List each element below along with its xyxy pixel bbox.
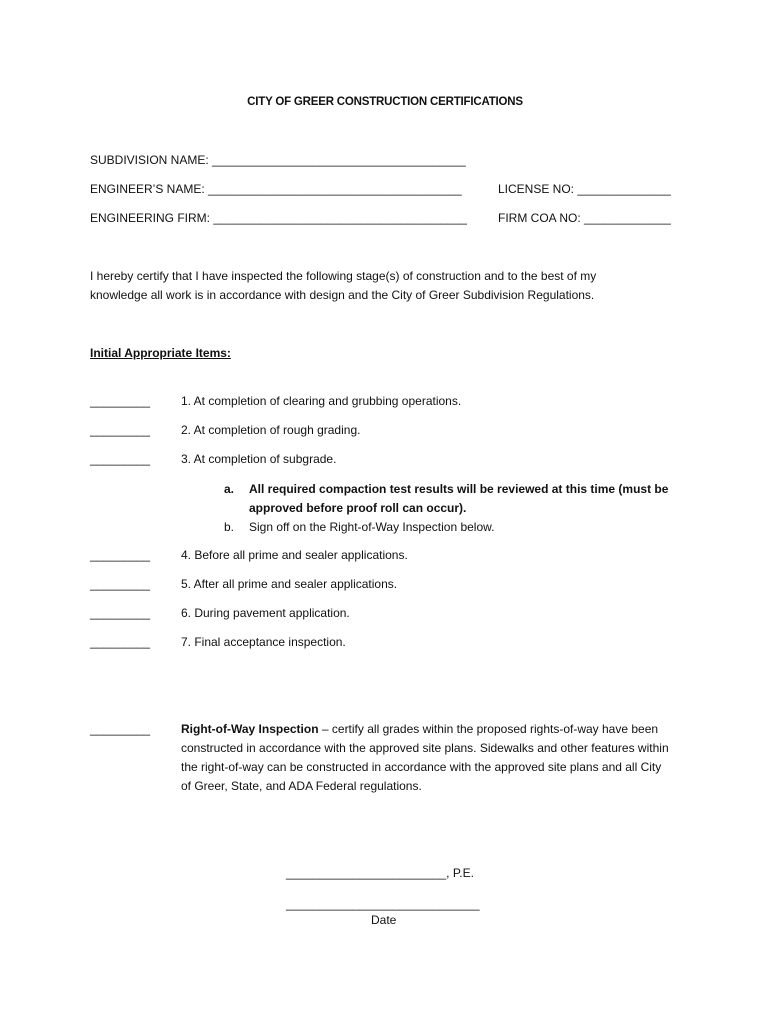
item-3: 3. At completion of subgrade. — [181, 452, 337, 466]
subitem-list — [224, 480, 684, 537]
engineer-name-field[interactable]: ENGINEER’S NAME: ______________________________________ — [90, 182, 462, 196]
subitem-a-text: All required compaction test results will be reviewed at this time (must be approved before proof roll can occur). — [249, 482, 669, 515]
row-inspection-paragraph — [181, 720, 671, 796]
subitem-b-letter: b. — [224, 520, 235, 534]
initial-blank-1[interactable]: _________ — [90, 394, 151, 408]
item-4: 4. Before all prime and sealer applications. — [181, 548, 408, 562]
subitem-b — [224, 518, 684, 537]
initial-blank-6[interactable]: _________ — [90, 606, 151, 620]
item-5: 5. After all prime and sealer applications. — [181, 577, 398, 591]
item-6: 6. During pavement application. — [181, 606, 350, 620]
initial-blank-5[interactable]: _________ — [90, 577, 151, 591]
row-inspection-text: – certify all grades within the proposed rights-of-way have been constructed in accordance with the approved site plans. Sidewalks and other features within the right-of-way can be constructed in accordance with the approved site plans and all City of Greer, State, and ADA Federal regulations. — [181, 722, 669, 793]
initial-blank-3[interactable]: _________ — [90, 452, 151, 466]
certification-paragraph: I hereby certify that I have inspected the following stage(s) of construction and to the best of my knowledge all work is in accordance with design and the City of Greer Subdivision Regulations. — [90, 269, 597, 302]
pe-signature-line[interactable]: ________________________, P.E. — [286, 866, 474, 880]
license-no-field[interactable]: LICENSE NO: ______________ — [498, 182, 671, 196]
subitem-b-text: Sign off on the Right-of-Way Inspection below. — [249, 520, 495, 534]
item-7: 7. Final acceptance inspection. — [181, 635, 346, 649]
page-title: CITY OF GREER CONSTRUCTION CERTIFICATIONS — [247, 96, 523, 108]
item-2: 2. At completion of rough grading. — [181, 423, 361, 437]
engineering-firm-field[interactable]: ENGINEERING FIRM: ______________________________________ — [90, 211, 467, 225]
date-label: Date — [371, 913, 397, 927]
date-line[interactable]: _____________________________ — [286, 897, 480, 911]
initial-blank-7[interactable]: _________ — [90, 635, 151, 649]
initial-blank-4[interactable]: _________ — [90, 548, 151, 562]
initial-blank-2[interactable]: _________ — [90, 423, 151, 437]
firm-coa-no-field[interactable]: FIRM COA NO: _____________ — [498, 211, 671, 225]
subitem-a — [224, 480, 684, 518]
item-1: 1. At completion of clearing and grubbing operations. — [181, 394, 462, 408]
row-initial-blank[interactable]: _________ — [90, 722, 151, 736]
row-inspection-label: Right-of-Way Inspection — [181, 722, 319, 736]
subdivision-name-field[interactable]: SUBDIVISION NAME: ______________________________________ — [90, 153, 466, 167]
subitem-a-letter: a. — [224, 482, 235, 496]
items-heading: Initial Appropriate Items: — [90, 346, 231, 360]
